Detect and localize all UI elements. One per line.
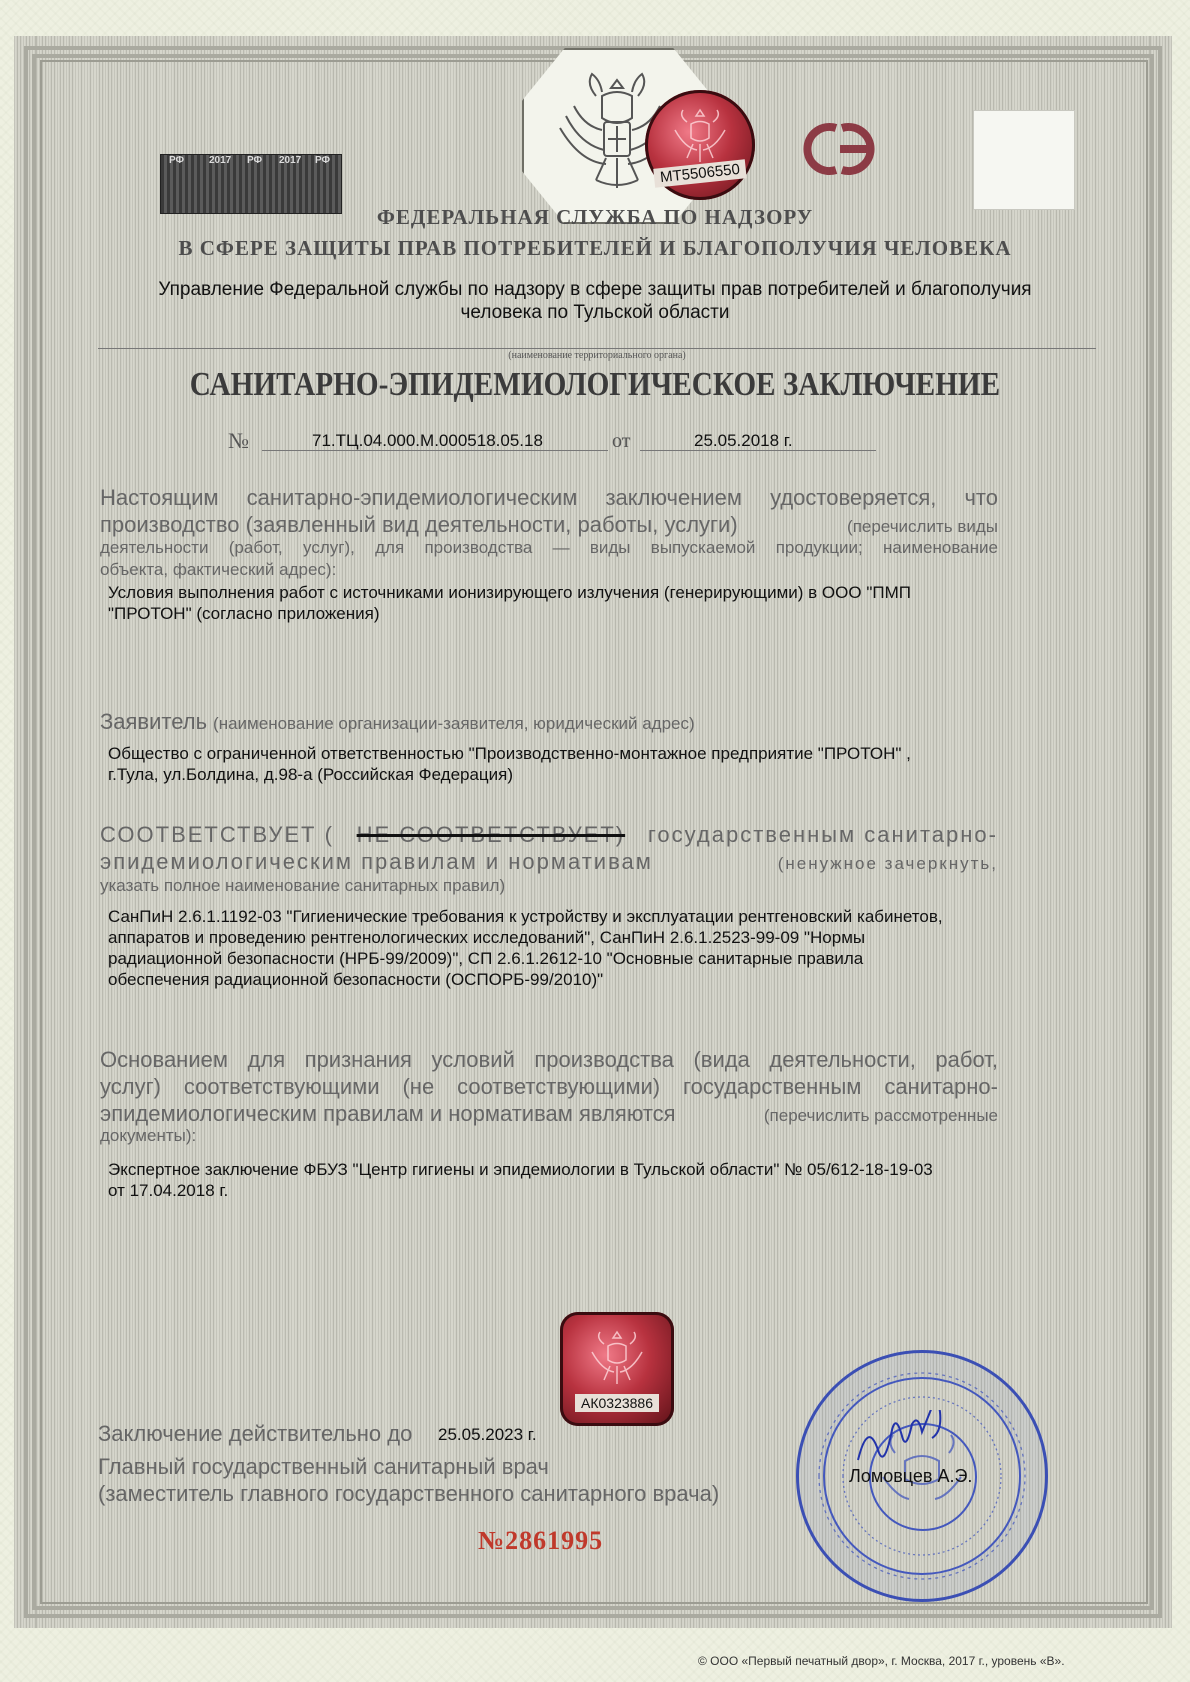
production-intro-note: (перечислить виды <box>847 517 998 536</box>
compliance-value-line-1: СанПиН 2.6.1.1192-03 "Гигиенические требования к устройству и эксплуатации рентгеновский кабинетов, <box>108 907 943 926</box>
doctor-line-1: Главный государственный санитарный врач <box>98 1454 549 1479</box>
production-intro-line-3: деятельности (работ, услуг), для производства — виды выпускаемой продукции; наименование <box>100 538 998 557</box>
applicant-label <box>100 708 695 735</box>
strip-text: 2017 <box>209 155 232 166</box>
date-label: от <box>612 430 631 452</box>
strip-text: РФ <box>169 155 185 166</box>
compliance-line-2-note: (ненужное зачеркнуть, <box>777 854 998 873</box>
compliance-value-line-3: радиационной безопасности (НРБ-99/2009)", СП 2.6.1.2612-10 "Основные санитарные правила <box>108 949 864 968</box>
agency-name-line-1: ФЕДЕРАЛЬНАЯ СЛУЖБА ПО НАДЗОРУ <box>376 205 814 229</box>
not-complies-struck-text: НЕ СООТВЕТСТВУЕТ) <box>356 822 626 847</box>
compliance-line-2-main: эпидемиологическим правилам и нормативам <box>100 849 653 874</box>
production-intro-line-2 <box>100 511 998 538</box>
basis-value-line-1: Экспертное заключение ФБУЗ "Центр гигиены и эпидемиологии в Тульской области" № 05/612-18-19-03 <box>108 1160 933 1179</box>
signatory-name: Ломовцев А.Э. <box>849 1466 973 1486</box>
basis-line-3-note: (перечислить рассмотренные <box>763 1106 998 1125</box>
department-underline <box>98 348 1096 349</box>
department-caption: (наименование территориального органа) <box>508 350 686 361</box>
department-line-1: Управление Федеральной службы по надзору в сфере защиты прав потребителей и благополучия <box>158 279 1032 300</box>
compliance-value-line-2: аппаратов и проведению рентгенологических исследований", СанПиН 2.6.1.2523-99-09 "Нормы <box>108 928 866 947</box>
hologram-eagle-icon <box>669 104 731 166</box>
production-intro-line-1: Настоящим санитарно-эпидемиологическим заключением удостоверяется, что <box>100 485 998 510</box>
production-intro-line-4: объекта, фактический адрес): <box>100 560 337 579</box>
basis-line-3-main: эпидемиологическим правилам и нормативам являются <box>100 1101 676 1126</box>
certificate-date: 25.05.2018 г. <box>694 431 793 450</box>
basis-value-line-2: от 17.04.2018 г. <box>108 1181 229 1200</box>
hologram-eagle-icon <box>586 1326 648 1388</box>
agency-name-line-2: В СФЕРЕ ЗАЩИТЫ ПРАВ ПОТРЕБИТЕЛЕЙ И БЛАГОПОЛУЧИЯ ЧЕЛОВЕКА <box>178 236 1012 260</box>
number-label: № <box>228 428 249 453</box>
basis-line-1: Основанием для признания условий производства (вида деятельности, работ, <box>100 1047 998 1072</box>
compliance-line-3: указать полное наименование санитарных правил) <box>100 876 506 895</box>
production-intro-main: производство (заявленный вид деятельности, работы, услуги) <box>100 512 738 537</box>
hologram-serial: МТ5506550 <box>653 159 747 188</box>
compliance-value-line-4: обеспечения радиационной безопасности (ОСПОРБ-99/2010)" <box>108 970 604 989</box>
valid-until-date: 25.05.2023 г. <box>438 1425 537 1444</box>
complies-text: СООТВЕТСТВУЕТ ( <box>100 822 334 847</box>
hologram-serial: АК0323886 <box>575 1394 659 1412</box>
applicant-value-line-1: Общество с ограниченной ответственностью "Производственно-монтажное предприятие "ПРОТОН" , <box>108 744 911 763</box>
basis-line-2: услуг) соответствующими (не соответствующими) государственным санитарно- <box>100 1074 998 1099</box>
basis-line-4: документы): <box>100 1126 197 1145</box>
doctor-line-2: (заместитель главного государственного санитарного врача) <box>98 1481 720 1506</box>
valid-until-label: Заключение действительно до <box>98 1421 413 1446</box>
compliance-line-2 <box>100 848 998 875</box>
certificate-number: 71.ТЦ.04.000.М.000518.05.18 <box>312 431 543 450</box>
basis-line-3 <box>100 1100 998 1127</box>
hologram-top <box>645 90 755 200</box>
strip-text: РФ <box>315 155 331 166</box>
production-value-line-1: Условия выполнения работ с источниками ионизирующего излучения (генерирующими) в ООО "ПМП <box>108 583 911 602</box>
printer-credit: © ООО «Первый печатный двор», г. Москва, 2017 г., уровень «В». <box>698 1654 1065 1668</box>
compliance-line-1-rest: государственным санитарно- <box>647 822 998 847</box>
department-line-2: человека по Тульской области <box>460 302 730 323</box>
applicant-label-main: Заявитель <box>100 709 208 734</box>
compliance-line-1 <box>100 821 998 848</box>
form-number: №2861995 <box>478 1526 604 1555</box>
ce-like-mark-icon <box>790 118 882 180</box>
blank-security-area <box>973 110 1075 210</box>
certificate-title: САНИТАРНО-ЭПИДЕМИОЛОГИЧЕСКОЕ ЗАКЛЮЧЕНИЕ <box>189 366 1001 403</box>
hologram-bottom <box>560 1312 674 1426</box>
strip-text: РФ <box>247 155 263 166</box>
applicant-value-line-2: г.Тула, ул.Болдина, д.98-а (Российская Федерация) <box>108 765 514 784</box>
production-value-line-2: "ПРОТОН" (согласно приложения) <box>108 604 380 623</box>
strip-text: 2017 <box>279 155 302 166</box>
applicant-label-note: (наименование организации-заявителя, юридический адрес) <box>213 714 695 733</box>
